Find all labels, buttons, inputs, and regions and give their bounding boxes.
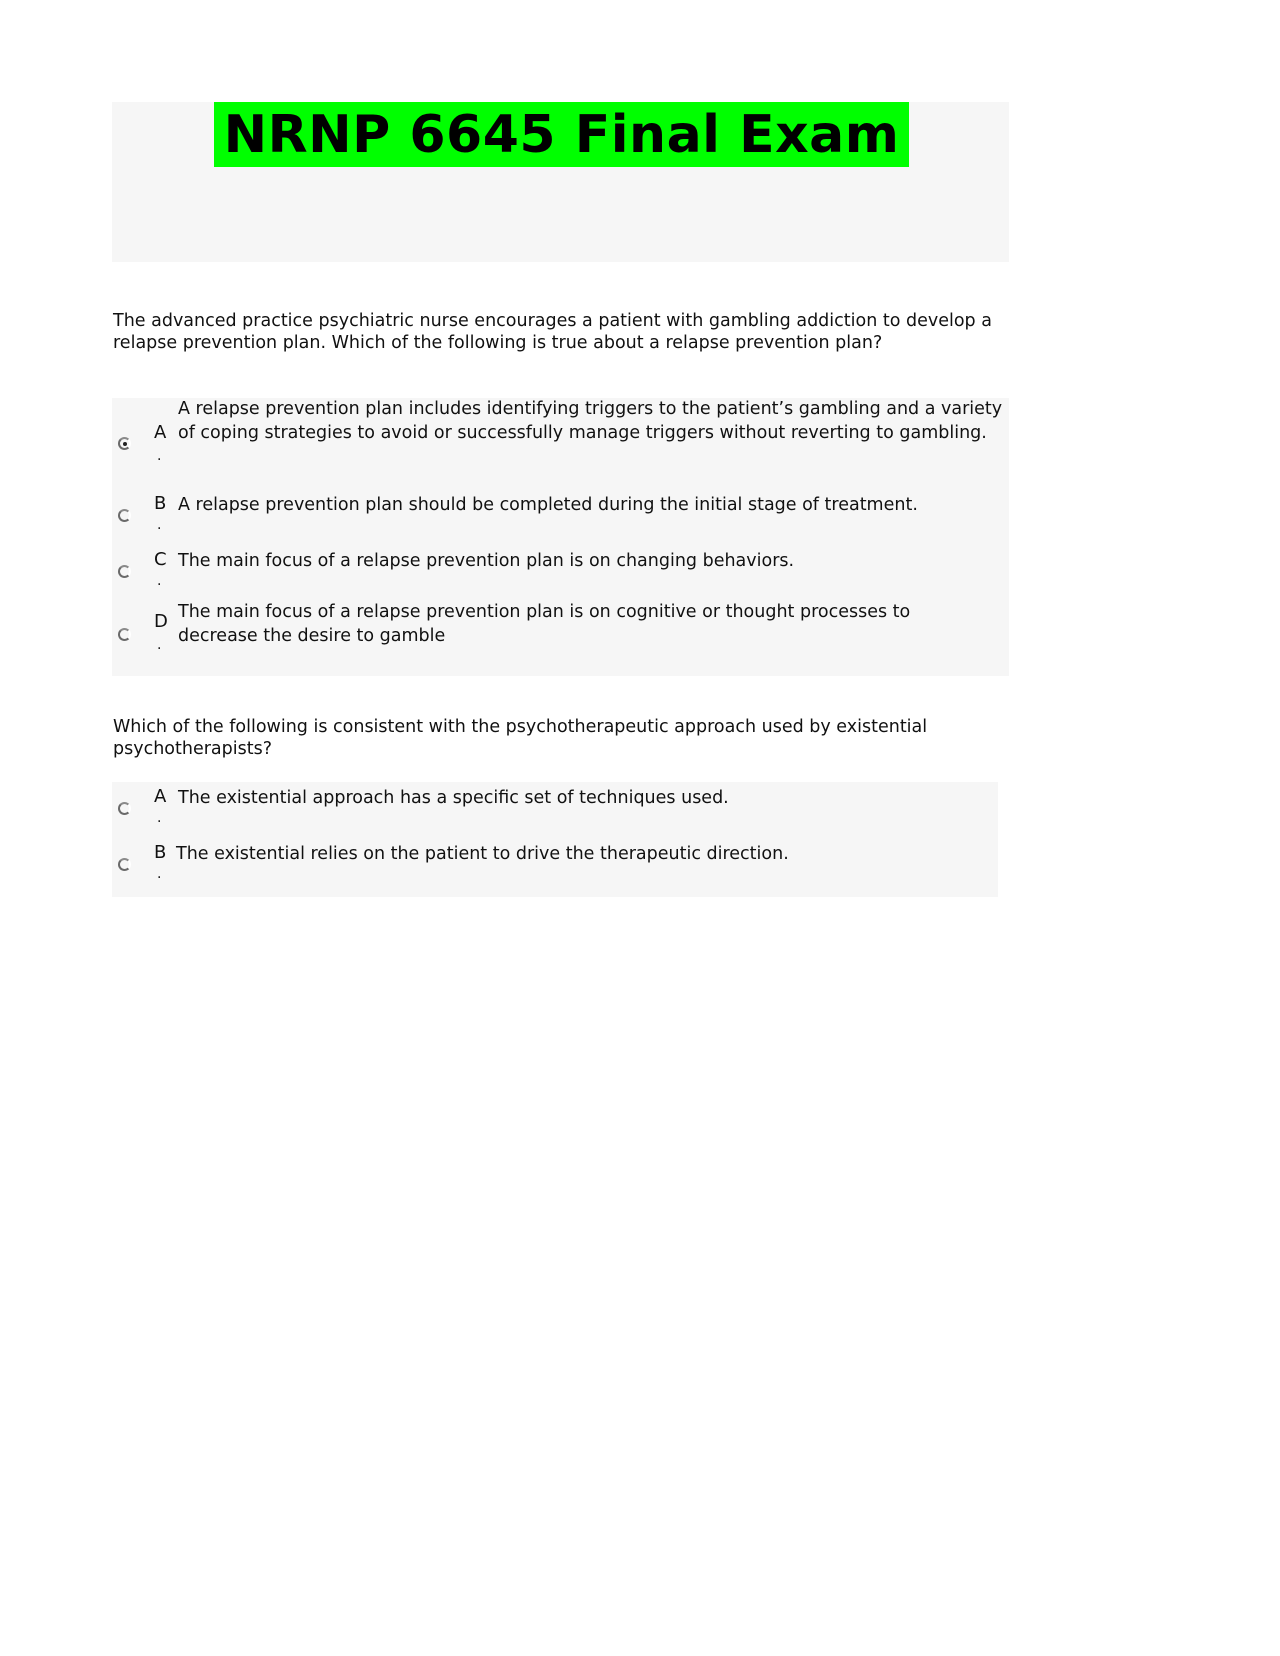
question-2-options (112, 782, 998, 897)
option-text: The main focus of a relapse prevention plan is on cognitive or thought processes to decrease the desire to gamble (178, 602, 911, 646)
radio-icon[interactable] (118, 628, 131, 641)
radio-icon[interactable] (118, 802, 131, 815)
question-2-option-a[interactable] (112, 786, 998, 836)
question-1-option-c[interactable] (112, 549, 1009, 599)
option-text: A relapse prevention plan should be completed during the initial stage of treatment. (178, 495, 918, 515)
option-dot: . (157, 573, 162, 589)
question-1-option-b[interactable] (112, 493, 1009, 543)
option-letter: D (154, 611, 168, 632)
option-letter: C (154, 549, 167, 570)
title-highlight (214, 102, 909, 167)
question-1-option-d[interactable] (112, 601, 1009, 671)
question-2-option-b[interactable] (112, 842, 998, 892)
question-1-option-a[interactable] (112, 398, 1009, 476)
option-dot: . (157, 517, 162, 533)
radio-icon[interactable] (118, 565, 131, 578)
question-2-text: Which of the following is consistent with the psychotherapeutic approach used by existential psychotherapists? (113, 717, 928, 759)
option-letter: A (154, 422, 167, 443)
question-1-options (112, 398, 1009, 676)
option-text: The main focus of a relapse prevention plan is on changing behaviors. (178, 551, 795, 571)
title-panel (112, 102, 1009, 262)
option-text: A relapse prevention plan includes identifying triggers to the patient’s gambling and a variety of coping strategies to avoid or successfully manage triggers without reverting to gambling. (178, 399, 1003, 443)
radio-icon[interactable] (118, 858, 131, 871)
option-dot: . (157, 637, 162, 653)
option-dot: . (157, 810, 162, 826)
question-1-text: The advanced practice psychiatric nurse encourages a patient with gambling addiction to develop a relapse prevention plan. Which of the following is true about a relapse prevention plan? (113, 311, 992, 353)
option-dot: . (157, 448, 162, 464)
option-letter: A (154, 786, 167, 807)
option-text: The existential relies on the patient to drive the therapeutic direction. (176, 844, 789, 864)
option-text: The existential approach has a specific set of techniques used. (178, 788, 729, 808)
page-title: NRNP 6645 Final Exam (223, 104, 900, 165)
option-dot: . (157, 866, 162, 882)
option-letter: B (154, 842, 167, 863)
option-letter: B (154, 493, 167, 514)
radio-selected-icon[interactable] (118, 437, 131, 450)
radio-icon[interactable] (118, 509, 131, 522)
